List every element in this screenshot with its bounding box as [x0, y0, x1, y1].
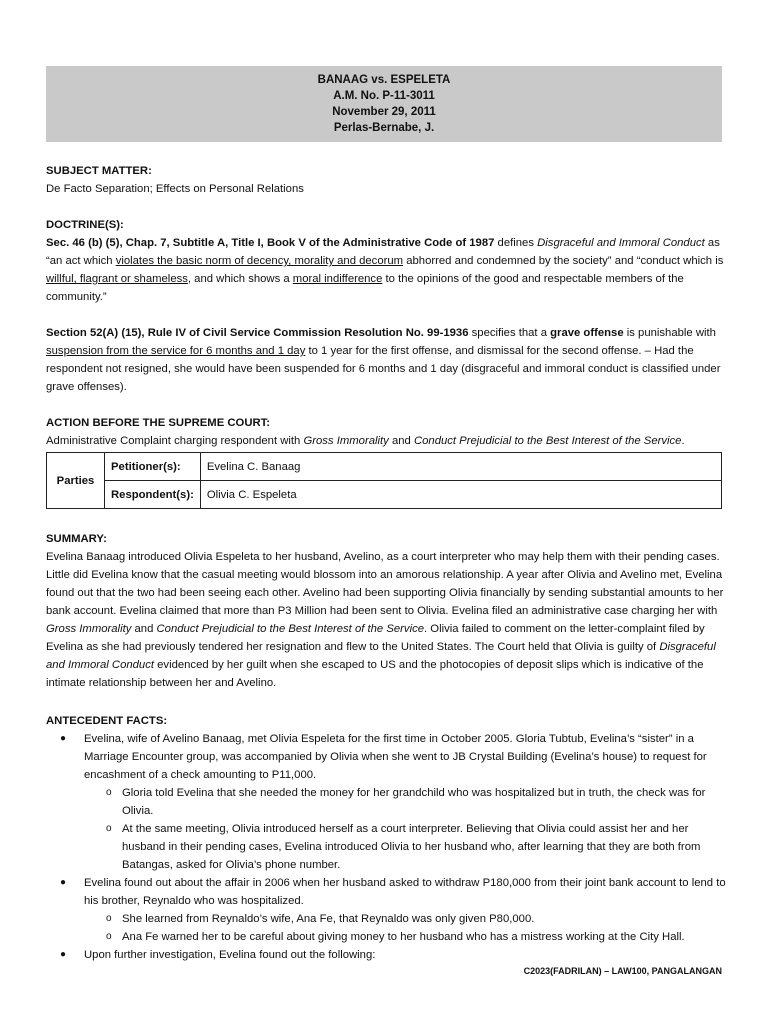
summary-text-part: Evelina Banaag introduced Olivia Espeleta to her husband, Avelino, as a court interpreter who may help them with their pending cases. Little did Evelina know that the casual meeting would blossom into an amorous relationship. A year after Olivia and Avelino met, Evelina found out that the two had been seeing each other. Avelino had been supporting Olivia financially by sending substantial amounts to her bank account. Evelina claimed that more than P3 Million had been sent to Olivia. Evelina filed an administrative case charging her with: [46, 551, 724, 617]
doctrine-cite-2: Section 52(A) (15), Rule IV of Civil Service Commission Resolution No. 99-1936: [46, 327, 469, 339]
bullet-icon: ●: [60, 949, 67, 960]
summary-text-part: evidenced by her guilt when she escaped to US and the photocopies of deposit slips which is indicative of the intimate relationship between her and Avelino.: [46, 659, 704, 689]
doctrine-section: [46, 216, 726, 396]
respondent-label: Respondent(s):: [105, 481, 201, 509]
action-heading: ACTION BEFORE THE SUPREME COURT:: [46, 417, 271, 429]
respondent-name: Olivia C. Espeleta: [200, 481, 721, 509]
case-date: November 29, 2011: [332, 106, 436, 118]
doctrine-text: to the opinions of the good and respectable members of the community.”: [46, 273, 684, 303]
sub-list: [84, 784, 726, 874]
table-row: [47, 453, 722, 481]
sub-bullet-icon: o: [106, 787, 112, 798]
list-item: [84, 820, 726, 874]
doctrine-text: to 1 year for the first offense, and dismissal for the second offense. – Had the respondent not resigned, she would have been suspended for 6 months and 1 day (disgraceful and immoral conduct is classified under grave offenses).: [46, 345, 721, 393]
doctrine-text: , and which shows a: [187, 273, 293, 285]
petitioner-label: Petitioner(s):: [105, 453, 201, 481]
list-item-text: She learned from Reynaldo’s wife, Ana Fe, that Reynaldo was only given P80,000.: [122, 913, 535, 925]
parties-table: [46, 452, 722, 509]
table-row: [47, 481, 722, 509]
list-item-text: Evelina found out about the affair in 2006 when her husband asked to withdraw P180,000 from their joint bank account to lend to his brother, Reynaldo who was hospitalized.: [84, 877, 726, 907]
summary-section: [46, 530, 726, 692]
subject-heading: SUBJECT MATTER:: [46, 165, 152, 177]
sub-bullet-icon: o: [106, 913, 112, 924]
list-item-text: Gloria told Evelina that she needed the money for her grandchild who was hospitalized but in truth, the check was for Olivia.: [122, 787, 706, 817]
doctrine-underline: willful, flagrant or shameless: [46, 273, 188, 285]
bullet-icon: ●: [60, 877, 67, 888]
doctrine-cite-1: Sec. 46 (b) (5), Chap. 7, Subtitle A, Title I, Book V of the Administrative Code of 1987: [46, 237, 495, 249]
list-item: [84, 784, 726, 820]
antecedent-heading: ANTECEDENT FACTS:: [46, 715, 168, 727]
list-item: [46, 946, 726, 964]
doctrine-text: specifies that a: [468, 327, 551, 339]
doctrine-text: as “an act which: [46, 237, 720, 267]
action-text-part: .: [681, 435, 685, 447]
list-item-text: Upon further investigation, Evelina found out the following:: [84, 949, 376, 961]
sub-bullet-icon: o: [106, 823, 112, 834]
antecedent-section: [46, 712, 726, 964]
parties-label: Parties: [47, 453, 105, 509]
case-number: A.M. No. P-11-3011: [333, 90, 435, 102]
doctrine-paragraph-2: [46, 324, 726, 396]
sub-list: [84, 910, 726, 946]
summary-text-part: and: [131, 623, 157, 635]
list-item-text: Evelina, wife of Avelino Banaag, met Olivia Espeleta for the first time in October 2005. Gloria Tubtub, Evelina’s “sister” in a Marriage Encounter group, was accompanied by Olivia when she went to JB Crystal Building (Evelina’s house) to request for encashment of a check amounting to P11,000.: [84, 733, 707, 781]
doctrine-term: Disgraceful and Immoral Conduct: [537, 237, 705, 249]
summary-text: [46, 548, 726, 692]
summary-heading: SUMMARY:: [46, 533, 107, 545]
sub-bullet-icon: o: [106, 931, 112, 942]
doctrine-text: defines: [494, 237, 538, 249]
summary-charge: Gross Immorality: [46, 623, 132, 635]
doctrine-term: grave offense: [550, 327, 624, 339]
action-text-part: Administrative Complaint charging respondent with: [46, 435, 304, 447]
case-title: BANAAG vs. ESPELETA: [317, 74, 451, 86]
action-charge: Gross Immorality: [303, 435, 389, 447]
summary-charge: Disgraceful and Immoral Conduct: [46, 641, 716, 671]
list-item: [46, 730, 726, 874]
doctrine-text: is punishable with: [623, 327, 716, 339]
doctrine-underline: violates the basic norm of decency, morality and decorum: [115, 255, 404, 267]
summary-charge: Conduct Prejudicial to the Best Interest of the Service: [156, 623, 425, 635]
list-item-text: Ana Fe warned her to be careful about giving money to her husband who has a mistress working at the City Hall.: [122, 931, 685, 943]
list-item-text: At the same meeting, Olivia introduced herself as a court interpreter. Believing that Olivia could assist her and her husband in their pending cases, Evelina introduced Olivia to her husband who, after learning that they are both from Batangas, asked for Olivia’s phone number.: [122, 823, 701, 871]
action-text: [46, 432, 726, 450]
action-text-part: and: [388, 435, 414, 447]
subject-text: De Facto Separation; Effects on Personal Relations: [46, 183, 304, 195]
ponente: Perlas-Bernabe, J.: [333, 122, 435, 134]
list-item: [46, 874, 726, 946]
page-footer: C2023(FADRILAN) – LAW100, PANGALANGAN: [523, 966, 722, 976]
bullet-icon: ●: [60, 733, 67, 744]
list-item: [84, 928, 726, 946]
antecedent-list: [46, 730, 726, 964]
petitioner-name: Evelina C. Banaag: [200, 453, 721, 481]
doctrine-underline: moral indifference: [292, 273, 383, 285]
doctrine-text: abhorred and condemned by the society” and “conduct which is: [403, 255, 724, 267]
case-title-box: [46, 66, 722, 142]
list-item: [84, 910, 726, 928]
doctrine-underline: suspension from the service for 6 months and 1 day: [46, 345, 306, 357]
doctrine-heading: DOCTRINE(S):: [46, 219, 124, 231]
action-charge: Conduct Prejudicial to the Best Interest of the Service: [413, 435, 682, 447]
subject-section: [46, 162, 726, 198]
action-section: [46, 414, 726, 450]
doctrine-paragraph-1: [46, 234, 726, 306]
summary-text-part: . Olivia failed to comment on the letter-complaint filed by Evelina as she had previously tendered her resignation and flew to the United States. The Court held that Olivia is guilty of: [46, 623, 705, 653]
